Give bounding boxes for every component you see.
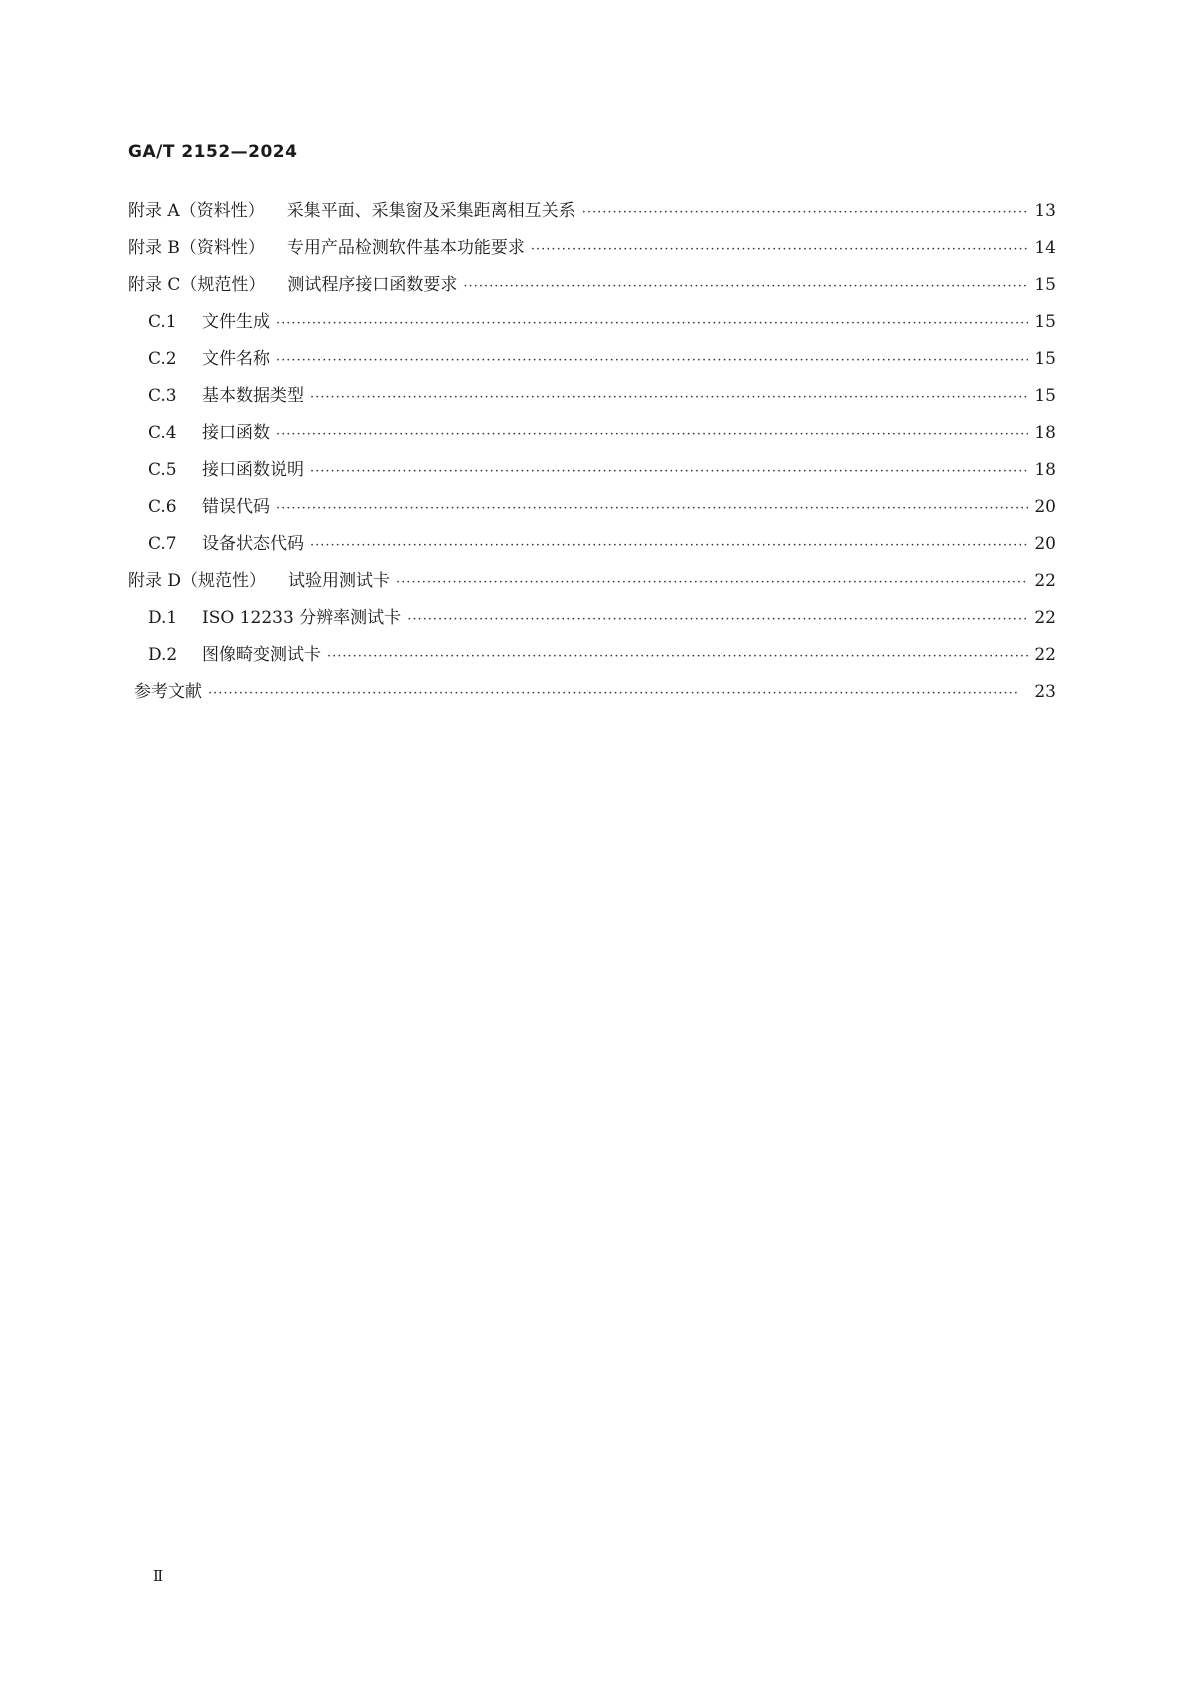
toc-entry-number: C.7 (148, 534, 177, 554)
toc-entry-number: 附录 B（资料性） (128, 238, 265, 258)
toc-leader-dots (310, 390, 1028, 405)
toc-entry-number: C.1 (148, 312, 177, 332)
toc-entry-number: 附录 C（规范性） (128, 275, 266, 295)
toc-leader-dots (463, 279, 1028, 294)
toc-entry-number: 附录 A（资料性） (128, 201, 265, 221)
toc-entry-number: D.1 (148, 608, 178, 628)
toc-leader-dots (327, 649, 1028, 664)
toc-entry-page: 15 (1034, 349, 1056, 369)
toc-entry[interactable] (128, 418, 1056, 455)
toc-entry-title: 采集平面、采集窗及采集距离相互关系 (286, 201, 576, 221)
toc-entry[interactable] (128, 196, 1056, 233)
toc-entry[interactable] (128, 603, 1056, 640)
toc-entry-title: 接口函数 (202, 423, 270, 443)
toc-leader-dots (310, 538, 1028, 553)
toc-entry-title: 错误代码 (202, 497, 270, 517)
toc-entry-title: 接口函数说明 (202, 460, 304, 480)
toc-leader-dots (310, 464, 1028, 479)
toc-leader-dots (276, 316, 1028, 331)
toc-entry-page: 22 (1034, 608, 1056, 628)
toc-entry-number: C.5 (148, 460, 177, 480)
toc-leader-dots (407, 612, 1028, 627)
toc-entry-title: 文件生成 (202, 312, 270, 332)
toc-entry-page: 15 (1034, 275, 1056, 295)
toc-entry-title: 基本数据类型 (202, 386, 304, 406)
toc-entry[interactable] (128, 566, 1056, 603)
table-of-contents (128, 196, 1056, 714)
toc-entry-page: 15 (1034, 312, 1056, 332)
toc-entry-number: C.3 (148, 386, 177, 406)
toc-entry-page: 20 (1034, 534, 1056, 554)
toc-leader-dots (531, 242, 1028, 257)
toc-entry-page: 15 (1034, 386, 1056, 406)
toc-entry[interactable] (128, 492, 1056, 529)
toc-entry-title: 测试程序接口函数要求 (287, 275, 458, 295)
toc-entry[interactable] (128, 529, 1056, 566)
toc-entry-number: C.2 (148, 349, 177, 369)
toc-entry-page: 18 (1034, 460, 1056, 480)
toc-entry-page: 14 (1034, 238, 1056, 258)
toc-leader-dots (276, 353, 1028, 368)
toc-entry-page: 20 (1034, 497, 1056, 517)
toc-entry-number: C.4 (148, 423, 177, 443)
toc-entry-page: 13 (1034, 201, 1056, 221)
toc-leader-dots (208, 686, 1028, 701)
toc-entry[interactable] (128, 640, 1056, 677)
toc-entry-page: 22 (1034, 571, 1056, 591)
toc-entry-page: 18 (1034, 423, 1056, 443)
toc-entry[interactable] (128, 270, 1056, 307)
toc-entry-title: 文件名称 (202, 349, 270, 369)
toc-entry-number: D.2 (148, 645, 178, 665)
toc-entry-title: 图像畸变测试卡 (202, 645, 321, 665)
toc-leader-dots (276, 427, 1028, 442)
toc-entry-title: 试验用测试卡 (288, 571, 391, 591)
toc-entry-number: C.6 (148, 497, 177, 517)
toc-entry[interactable] (128, 381, 1056, 418)
toc-entry-number: 附录 D（规范性） (128, 571, 267, 591)
toc-entry[interactable] (128, 677, 1056, 714)
toc-leader-dots (276, 501, 1028, 516)
toc-leader-dots (582, 205, 1028, 220)
toc-leader-dots (396, 575, 1028, 590)
toc-entry-page: 23 (1034, 682, 1056, 702)
toc-entry[interactable] (128, 307, 1056, 344)
page-number: Ⅱ (153, 1567, 164, 1585)
toc-entry-page: 22 (1034, 645, 1056, 665)
toc-entry[interactable] (128, 344, 1056, 381)
toc-entry[interactable] (128, 233, 1056, 270)
toc-entry-title: 参考文献 (134, 682, 202, 702)
toc-entry[interactable] (128, 455, 1056, 492)
document-code: GA/T 2152—2024 (128, 142, 298, 162)
toc-entry-title: ISO 12233 分辨率测试卡 (202, 608, 402, 628)
toc-entry-title: 设备状态代码 (202, 534, 304, 554)
toc-entry-title: 专用产品检测软件基本功能要求 (286, 238, 525, 258)
